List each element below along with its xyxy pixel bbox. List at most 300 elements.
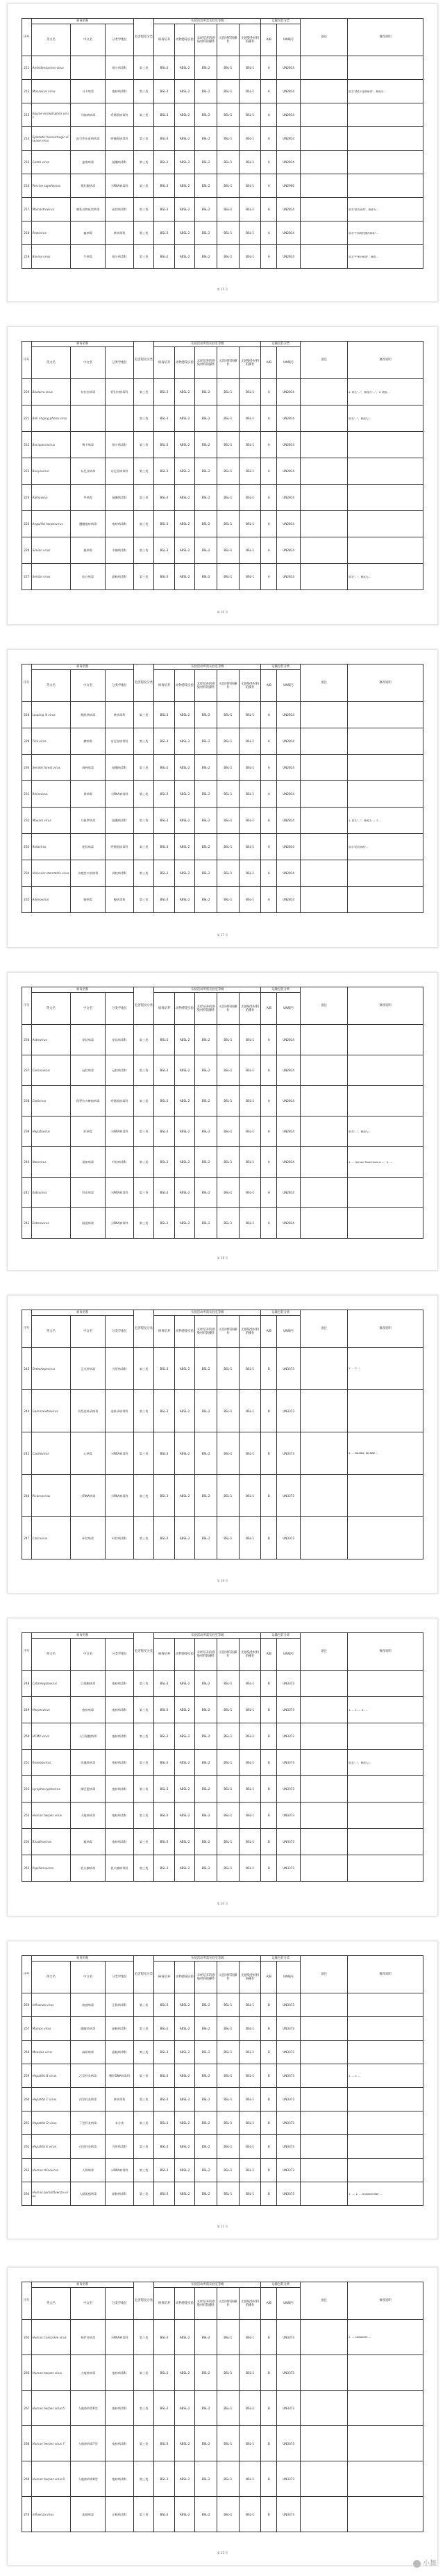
- cell-en: Influenza virus: [31, 1993, 71, 2017]
- cell-change: [348, 432, 423, 458]
- cell-culture: BSL-2: [154, 1855, 174, 1882]
- header-culture: 病毒培养: [154, 1639, 174, 1671]
- cell-ab: A: [261, 151, 277, 174]
- cell-un: UN3373: [277, 2017, 301, 2041]
- cell-uncultured: BSL-2: [195, 2320, 217, 2355]
- cell-culture: BSL-2: [154, 2391, 174, 2426]
- cell-remark: [301, 887, 348, 913]
- cell-uncultured: BSL-2: [195, 702, 217, 728]
- cell-cn: 人疱疹病毒7型: [71, 2426, 106, 2461]
- cell-en: Hepatitis B virus: [31, 2064, 71, 2088]
- cell-en: Human herpes virus 7: [31, 2426, 71, 2461]
- cell-uncultured: BSL-2: [195, 887, 217, 913]
- cell-culture: BSL-2: [154, 1116, 174, 1147]
- cell-noninfectious: BSL-1: [239, 1697, 261, 1723]
- cell-ab: A: [261, 887, 277, 913]
- header-hazard: 危害程度分类: [133, 342, 153, 379]
- cell-change: [348, 887, 423, 913]
- cell-no: 225: [22, 511, 32, 537]
- cell-cat: 腺病毒科: [106, 887, 134, 913]
- cell-un: UN2814: [277, 405, 301, 432]
- cell-un: UN3373: [277, 1993, 301, 2017]
- cell-ab: B: [261, 2088, 277, 2111]
- cell-inactivated: BSL-1: [217, 1803, 240, 1829]
- table-row: [22, 2159, 423, 2182]
- cell-cat: 疱疹病毒科: [106, 80, 134, 103]
- cell-inactivated: BSL-1: [217, 1055, 240, 1086]
- cell-en: Ambidensovirus virus: [31, 56, 71, 80]
- cell-no: 220: [22, 379, 32, 405]
- cell-en: Pestivirus: [31, 221, 71, 245]
- table-row: [22, 1723, 423, 1750]
- cell-inactivated: BSL-1: [217, 728, 240, 755]
- header-no: 序号: [22, 1310, 32, 1348]
- cell-culture: BSL-2: [154, 1086, 174, 1116]
- table-row: [22, 1517, 423, 1559]
- cell-ab: A: [261, 1147, 277, 1178]
- cell-no: 230: [22, 755, 32, 781]
- cell-culture: BSL-2: [154, 2088, 174, 2111]
- cell-noninfectious: BSL-1: [239, 834, 261, 860]
- cell-no: 229: [22, 728, 32, 755]
- cell-noninfectious: BSL-1: [239, 537, 261, 564]
- header-en: 英文名: [31, 670, 71, 702]
- table-row: [22, 221, 423, 245]
- cell-culture: BSL-2: [154, 1055, 174, 1086]
- table-row: [22, 485, 423, 511]
- cell-cat: 逆转录病毒科: [106, 1390, 134, 1432]
- cell-no: 252: [22, 1776, 32, 1803]
- cell-animal: ABSL-2: [174, 485, 194, 511]
- cell-ab: A: [261, 860, 277, 887]
- cell-un: UN2814: [277, 728, 301, 755]
- cell-change: 1. …; 2. … Anelloviridae …: [348, 2182, 423, 2206]
- cell-change: [348, 174, 423, 198]
- header-remark: 备注: [301, 1310, 348, 1348]
- cell-en: Rhadinovirus: [31, 1829, 71, 1855]
- page-content: [22, 987, 423, 1242]
- cell-noninfectious: BSL-1: [239, 245, 261, 269]
- cell-uncultured: BSL-2: [195, 537, 217, 564]
- cell-no: 234: [22, 860, 32, 887]
- cell-noninfectious: BSL-1: [239, 1475, 261, 1517]
- cell-ab: B: [261, 2111, 277, 2135]
- watermark-icon: [413, 2560, 421, 2568]
- header-hazard: 危害程度分类: [133, 1310, 153, 1348]
- cell-animal: ABSL-2: [174, 1348, 194, 1390]
- cell-uncultured: BSL-2: [195, 432, 217, 458]
- header-transport: 运输包装分类: [261, 664, 301, 670]
- header-virus-name: 病毒名称: [31, 987, 133, 993]
- cell-no: 253: [22, 1803, 32, 1829]
- header-transport: 运输包装分类: [261, 1633, 301, 1639]
- cell-change: [348, 1055, 423, 1086]
- cell-noninfectious: BSL-1: [239, 2017, 261, 2041]
- table-row: [22, 174, 423, 198]
- cell-ab: B: [261, 2159, 277, 2182]
- cell-no: 239: [22, 1116, 32, 1147]
- cell-un: UN2814: [277, 127, 301, 151]
- cell-culture: BSL-2: [154, 1432, 174, 1475]
- cell-cn: 蜱病毒: [71, 728, 106, 755]
- cell-remark: [301, 127, 348, 151]
- cell-cn: 戊型肝炎病毒: [71, 2135, 106, 2159]
- cell-un: UN3373: [277, 1750, 301, 1776]
- cell-animal: ABSL-2: [174, 198, 194, 221]
- cell-remark: [301, 1697, 348, 1723]
- cell-change: [348, 2426, 423, 2461]
- cell-hazard: 第三类: [133, 1723, 153, 1750]
- header-un: UN编号: [277, 1316, 301, 1348]
- cell-remark: [301, 2391, 348, 2426]
- cell-animal: ABSL-2: [174, 1208, 194, 1239]
- cell-en: Hepatovirus: [31, 1116, 71, 1147]
- cell-culture: BSL-2: [154, 1671, 174, 1697]
- cell-no: 256: [22, 1993, 32, 2017]
- header-change: 修改说明: [348, 987, 423, 1025]
- cell-culture: BSL-2: [154, 2017, 174, 2041]
- cell-cat: 小RNA病毒科: [106, 781, 134, 808]
- cell-culture: BSL-2: [154, 127, 174, 151]
- cell-hazard: 第三类: [133, 887, 153, 913]
- cell-cn: 人疱疹病毒6型: [71, 2391, 106, 2426]
- cell-cat: 戊肝病毒科: [106, 2135, 134, 2159]
- table-row: [22, 2017, 423, 2041]
- cell-no: 245: [22, 1432, 32, 1475]
- cell-cat: 嗜肝DNA病毒科: [106, 2064, 134, 2088]
- cell-noninfectious: BSL-1: [239, 1517, 261, 1559]
- cell-noninfectious: BSL-1: [239, 2064, 261, 2088]
- cell-noninfectious: BSL-1: [239, 1855, 261, 1882]
- cell-culture: BSL-2: [154, 379, 174, 405]
- table-row: [22, 2182, 423, 2206]
- cell-culture: BSL-2: [154, 808, 174, 834]
- cell-ab: B: [261, 1993, 277, 2017]
- cell-un: UN2814: [277, 860, 301, 887]
- cell-no: 217: [22, 198, 32, 221]
- cell-animal: ABSL-2: [174, 728, 194, 755]
- cell-en: Mumps virus: [31, 2017, 71, 2041]
- cell-un: UN2814: [277, 1025, 301, 1055]
- cell-uncultured: BSL-2: [195, 1055, 217, 1086]
- cell-uncultured: BSL-2: [195, 1803, 217, 1829]
- cell-remark: [301, 781, 348, 808]
- cell-uncultured: BSL-2: [195, 860, 217, 887]
- cell-hazard: 第三类: [133, 1697, 153, 1723]
- cell-cat: 披膜病毒科: [106, 151, 134, 174]
- header-remark: 备注: [301, 664, 348, 702]
- header-transport: 运输包装分类: [261, 987, 301, 993]
- cell-cat: 黄病毒科: [106, 702, 134, 728]
- document-page: [7, 649, 438, 948]
- cell-remark: [301, 1390, 348, 1432]
- cell-uncultured: BSL-2: [195, 1348, 217, 1390]
- page-number: 第 19 页: [217, 1579, 228, 1582]
- header-culture: 病毒培养: [154, 347, 174, 379]
- header-uncultured: 未经培养的感染材料的操作: [195, 1962, 217, 1993]
- cell-noninfectious: BSL-1: [239, 2355, 261, 2391]
- cell-cn: 人鼻病毒: [71, 2159, 106, 2182]
- header-noninfectious: 无感染性材料的操作: [239, 2288, 261, 2320]
- cell-cat: 疱疹病毒科: [106, 1750, 134, 1776]
- cell-animal: ABSL-2: [174, 1829, 194, 1855]
- cell-inactivated: BSL-1: [217, 2064, 240, 2088]
- cell-noninfectious: BSL-1: [239, 2391, 261, 2426]
- cell-cn: 星状病毒: [71, 1025, 106, 1055]
- cell-uncultured: BSL-2: [195, 1750, 217, 1776]
- cell-hazard: 第三类: [133, 537, 153, 564]
- cell-animal: ABSL-2: [174, 1855, 194, 1882]
- cell-hazard: 第三类: [133, 2391, 153, 2426]
- cell-no: 224: [22, 485, 32, 511]
- cell-un: UN3373: [277, 1348, 301, 1390]
- cell-cn: 瘟病毒: [71, 221, 106, 245]
- header-cat: 分类学地位: [106, 1962, 134, 1993]
- table-row: [22, 755, 423, 781]
- page-content: [22, 1632, 423, 1888]
- cell-cn: 博卡病毒: [71, 432, 106, 458]
- table-row: [22, 808, 423, 834]
- cell-cn: 猴病毒: [71, 1829, 106, 1855]
- cell-no: 257: [22, 2017, 32, 2041]
- cell-animal: ABSL-2: [174, 127, 194, 151]
- cell-en: Equine encephalosis virus: [31, 103, 71, 127]
- cell-un: UN3373: [277, 2088, 301, 2111]
- cell-un: UN3373: [277, 2135, 301, 2159]
- cell-hazard: 第三类: [133, 1776, 153, 1803]
- cell-cn: 流感病毒: [71, 2497, 106, 2532]
- cell-animal: ABSL-2: [174, 432, 194, 458]
- header-animal: 动物感染实验: [174, 347, 194, 379]
- header-cn: 中文名: [71, 2288, 106, 2320]
- cell-no: 263: [22, 2159, 32, 2182]
- cell-animal: ABSL-2: [174, 379, 194, 405]
- cell-un: UN2900: [277, 174, 301, 198]
- table-row: [22, 1697, 423, 1723]
- cell-en: Papillomavirus: [31, 1855, 71, 1882]
- cell-change: 1. … BK-NB1; BK-NB2 …: [348, 1432, 423, 1475]
- cell-change: [348, 1208, 423, 1239]
- cell-un: UN2814: [277, 103, 301, 127]
- cell-inactivated: BSL-1: [217, 2182, 240, 2206]
- cell-no: 226: [22, 537, 32, 564]
- cell-remark: [301, 458, 348, 485]
- cell-culture: BSL-2: [154, 1147, 174, 1178]
- cell-ab: A: [261, 808, 277, 834]
- cell-uncultured: BSL-2: [195, 485, 217, 511]
- cell-cat: 疱疹病毒科: [106, 1776, 134, 1803]
- cell-noninfectious: BSL-1: [239, 808, 261, 834]
- cell-culture: BSL-2: [154, 1178, 174, 1208]
- cell-inactivated: BSL-1: [217, 1671, 240, 1697]
- header-lab-level: 实验活动所需实验室等级: [154, 342, 261, 347]
- cell-culture: BSL-2: [154, 245, 174, 269]
- cell-cn: 轮状病毒: [71, 834, 106, 860]
- cell-culture: BSL-2: [154, 1776, 174, 1803]
- cell-change: 原名"牛细小病毒"，修改…: [348, 245, 423, 269]
- header-en: 英文名: [31, 993, 71, 1025]
- cell-change: 1. … 2. …: [348, 2064, 423, 2088]
- cell-no: 211: [22, 56, 32, 80]
- cell-cat: 呼肠孤病毒科: [106, 127, 134, 151]
- header-un: UN编号: [277, 1962, 301, 1993]
- cell-ab: B: [261, 1348, 277, 1390]
- cell-change: [348, 702, 423, 728]
- cell-culture: BSL-2: [154, 1208, 174, 1239]
- cell-ab: A: [261, 198, 277, 221]
- document-page: [7, 326, 438, 625]
- cell-cat: 疱疹病毒科: [106, 1803, 134, 1829]
- cell-un: UN2814: [277, 511, 301, 537]
- cell-animal: ABSL-2: [174, 405, 194, 432]
- cell-change: [348, 2088, 423, 2111]
- header-virus-name: 病毒名称: [31, 664, 133, 670]
- cell-cn: 马雅罗病毒: [71, 808, 106, 834]
- cell-no: 221: [22, 405, 32, 432]
- cell-un: UN2814: [277, 564, 301, 590]
- cell-inactivated: BSL-1: [217, 755, 240, 781]
- cell-animal: ABSL-2: [174, 1432, 194, 1475]
- cell-cn: 丙型肝炎病毒: [71, 2088, 106, 2111]
- cell-change: 原名"…"，修改为…: [348, 1750, 423, 1776]
- page-content: [22, 1955, 423, 2211]
- cell-cat: 疱疹病毒科: [106, 1723, 134, 1750]
- cell-animal: ABSL-2: [174, 458, 194, 485]
- cell-un: UN2814: [277, 379, 301, 405]
- cell-noninfectious: BSL-1: [239, 1776, 261, 1803]
- cell-culture: BSL-2: [154, 2461, 174, 2497]
- header-virus-name: 病毒名称: [31, 342, 133, 347]
- cell-en: Enterovirus: [31, 1208, 71, 1239]
- cell-animal: ABSL-2: [174, 1116, 194, 1147]
- cell-uncultured: BSL-2: [195, 1697, 217, 1723]
- cell-cn: 鼻病毒: [71, 781, 106, 808]
- cell-en: Measles virus: [31, 2041, 71, 2064]
- cell-un: UN2814: [277, 221, 301, 245]
- cell-inactivated: BSL-1: [217, 2041, 240, 2064]
- header-change: 修改说明: [348, 1956, 423, 1993]
- header-ab: A/B: [261, 1639, 277, 1671]
- header-en: 英文名: [31, 24, 71, 56]
- cell-animal: ABSL-2: [174, 2182, 194, 2206]
- cell-cat: 未分类: [106, 2111, 134, 2135]
- cell-no: 216: [22, 174, 32, 198]
- cell-un: UN2814: [277, 1147, 301, 1178]
- cell-hazard: 第三类: [133, 2497, 153, 2532]
- cell-inactivated: BSL-1: [217, 1116, 240, 1147]
- cell-remark: [301, 198, 348, 221]
- cell-hazard: 第三类: [133, 2320, 153, 2355]
- header-lab-level: 实验活动所需实验室等级: [154, 1956, 261, 1962]
- header-inactivated: 灭活材料的操作: [217, 24, 240, 56]
- cell-animal: ABSL-2: [174, 1671, 194, 1697]
- cell-no: 219: [22, 245, 32, 269]
- header-culture: 病毒培养: [154, 24, 174, 56]
- cell-change: 原名"轮状病毒"…: [348, 834, 423, 860]
- cell-inactivated: BSL-1: [217, 1432, 240, 1475]
- header-noninfectious: 无感染性材料的操作: [239, 993, 261, 1025]
- cell-inactivated: BSL-1: [217, 2391, 240, 2426]
- table-row: [22, 1776, 423, 1803]
- cell-en: Mayaro virus: [31, 808, 71, 834]
- cell-change: [348, 511, 423, 537]
- cell-culture: BSL-2: [154, 2182, 174, 2206]
- header-cn: 中文名: [71, 670, 106, 702]
- cell-ab: B: [261, 1855, 277, 1882]
- cell-en: Human herpes virus: [31, 2355, 71, 2391]
- cell-culture: BSL-2: [154, 1517, 174, 1559]
- cell-no: 267: [22, 2391, 32, 2426]
- header-hazard: 危害程度分类: [133, 1633, 153, 1671]
- cell-cn: [71, 56, 106, 80]
- cell-ab: A: [261, 1116, 277, 1147]
- cell-hazard: 第三类: [133, 1086, 153, 1116]
- cell-culture: BSL-2: [154, 1025, 174, 1055]
- cell-en: Human parainfluenza virus: [31, 2182, 71, 2206]
- cell-en: Bovine virus: [31, 245, 71, 269]
- cell-remark: [301, 1855, 348, 1882]
- cell-inactivated: BSL-1: [217, 127, 240, 151]
- cell-animal: ABSL-2: [174, 103, 194, 127]
- header-inactivated: 灭活材料的操作: [217, 993, 240, 1025]
- cell-remark: [301, 1178, 348, 1208]
- cell-cn: 肠道病毒: [71, 1208, 106, 1239]
- cell-remark: [301, 860, 348, 887]
- cell-ab: B: [261, 2064, 277, 2088]
- header-no: 序号: [22, 19, 32, 56]
- header-transport: 运输包装分类: [261, 342, 301, 347]
- header-transport: 运输包装分类: [261, 19, 301, 24]
- cell-un: UN2814: [277, 198, 301, 221]
- table-row: [22, 887, 423, 913]
- table-row: [22, 1750, 423, 1776]
- cell-change: [348, 2497, 423, 2532]
- table-row: [22, 702, 423, 728]
- cell-inactivated: BSL-1: [217, 103, 240, 127]
- header-lab-level: 实验活动所需实验室等级: [154, 2282, 261, 2288]
- cell-uncultured: BSL-2: [195, 1776, 217, 1803]
- cell-noninfectious: BSL-1: [239, 1055, 261, 1086]
- cell-inactivated: BSL-1: [217, 1855, 240, 1882]
- cell-cat: 杯状病毒科: [106, 1147, 134, 1178]
- page-number: 第 22 页: [217, 2551, 228, 2554]
- header-animal: 动物感染实验: [174, 1962, 194, 1993]
- cell-en: Lymphocryptovirus: [31, 1776, 71, 1803]
- header-no: 序号: [22, 1956, 32, 1993]
- cell-no: 259: [22, 2064, 32, 2088]
- cell-cn: 腺病毒: [71, 887, 106, 913]
- cell-cat: 戊肝病毒科: [106, 1348, 134, 1390]
- header-change: 修改说明: [348, 1633, 423, 1671]
- cell-un: UN3373: [277, 2182, 301, 2206]
- cell-animal: ABSL-2: [174, 2088, 194, 2111]
- cell-inactivated: BSL-1: [217, 2320, 240, 2355]
- cell-noninfectious: BSL-1: [239, 1750, 261, 1776]
- cell-noninfectious: BSL-1: [239, 2159, 261, 2182]
- header-no: 序号: [22, 2282, 32, 2320]
- cell-hazard: 第三类: [133, 151, 153, 174]
- header-hazard: 危害程度分类: [133, 19, 153, 56]
- cell-change: [348, 1390, 423, 1432]
- cell-ab: A: [261, 432, 277, 458]
- cell-culture: BSL-2: [154, 2497, 174, 2532]
- cell-noninfectious: BSL-1: [239, 2461, 261, 2497]
- cell-ab: B: [261, 1390, 277, 1432]
- cell-remark: [301, 2182, 348, 2206]
- cell-no: 266: [22, 2355, 32, 2391]
- cell-cat: 布尼亚病毒科: [106, 728, 134, 755]
- header-culture: 病毒培养: [154, 2288, 174, 2320]
